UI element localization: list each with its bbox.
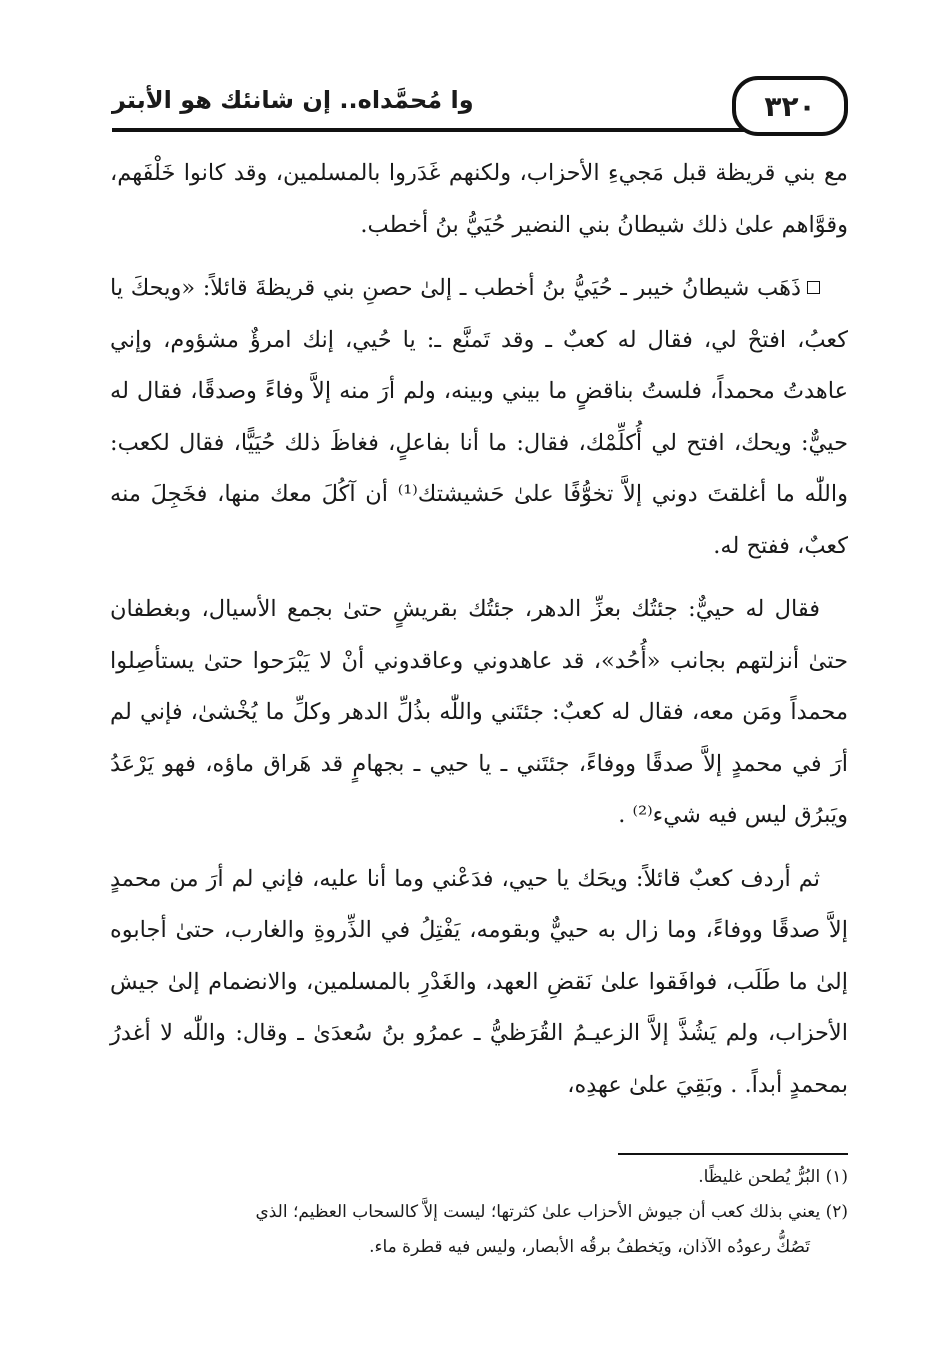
body-text	[110, 148, 848, 1123]
paragraph-1: مع بني قريظة قبل مَجيءِ الأحزاب، ولكنهم غَدَروا بالمسلمين، وقد كانوا خَلْفَهم، وقوَّاهم علىٰ ذلك شيطانُ بني النضير حُيَيُّ بنُ أخطب.	[110, 160, 848, 238]
footnote-1: (١) البُرُّ يُطحن غليظًا.	[698, 1167, 848, 1187]
paragraph-2-text: ذَهَب شيطانُ خيبر ـ حُيَيُّ بنُ أخطب ـ إلىٰ حصنِ بني قريظةَ قائلاً: «ويحكَ يا كعبُ، افتحْ لي، فقال له كعبٌ ـ وقد تَمنَّع ـ: يا حُيي، إنك امرؤٌ مشؤوم، وإني عاهدتُ محمداً، فلستُ بناقضٍ ما بيني وبينه، ولم أرَ منه إلاَّ وفاءً وصدقًا، فقال له حييٌّ: ويحك، افتح لي أُكلِّمْك، فقال: ما أنا بفاعلٍ، فغاظَ ذلك حُيَيًّا، فقال لكعب: واللّٰه ما أغلقتَ دوني إلاَّ تخوُّفًا علىٰ حَشيشتك⁽¹⁾ أن آكُلَ معك منها، فخَجِلَ منه كعبٌ، ففتح له.	[110, 275, 848, 559]
square-bullet-icon	[807, 281, 820, 294]
running-title: وا مُحمَّداه.. إن شانئك هو الأبتر	[112, 86, 474, 114]
page-header	[112, 68, 848, 138]
footnote-2-line-1: (٢) يعني بذلك كعب أن جيوش الأحزاب علىٰ كثرتها؛ ليست إلاَّ كالسحاب العظيم؛ الذي	[255, 1202, 848, 1222]
paragraph-4: ثم أردف كعبٌ قائلاً: ويحَك يا حيي، فدَعْني وما أنا عليه، فإني لم أرَ من محمدٍ إلاَّ صدقًا ووفاءً، وما زال به حييٌّ وبقومه، يَفْتِلُ في الذِّروةِ والغارب، حتىٰ أجابوه إلىٰ ما طَلَب، فوافَقوا علىٰ نَقضِ العهد، والغَدْرِ بالمسلمين، والانضمام إلىٰ جيش الأحزاب، ولم يَشُذَّ إلاَّ الزعيـمُ القُرَظيُّ ـ عمرُو بنُ سُعدَىٰ ـ وقال: واللّٰه لا أغدرُ بمحمدٍ أبداً. . وبَقِيَ علىٰ عهدِه،	[110, 865, 848, 1098]
paragraph-3: فقال له حييٌّ: جئتُك بعزِّ الدهر، جئتُك بقريشٍ حتىٰ بجمع الأسيال، وبغطفان حتىٰ أنزلتهم بجانب «أُحُد»، قد عاهدوني وعاقدوني أنْ لا يَبْرَحوا حتىٰ يستأصِلوا محمداً ومَن معه، فقال له كعبٌ: جئتَني واللّٰه بذُلِّ الدهر وكلِّ ما يُخْشىٰ، فإني لم أرَ في محمدٍ إلاَّ صدقًا ووفاءً، جئتَني ـ يا حيي ـ بجهامٍ قد هَراق ماؤه، فهو يَرْعَدُ ويَبرُق ليس فيه شيء⁽²⁾ .	[110, 596, 848, 828]
header-rule	[112, 128, 744, 132]
paragraph-2	[110, 263, 848, 572]
page-number-badge: ٣٢٠	[732, 76, 848, 136]
footnote-2-line-2: تَصُكُّ رعودُه الآذان، ويَخطفُ برقُه الأبصار، وليس فيه قطرة ماء.	[369, 1237, 810, 1257]
footnotes	[110, 1160, 848, 1265]
footnote-rule	[618, 1153, 848, 1155]
